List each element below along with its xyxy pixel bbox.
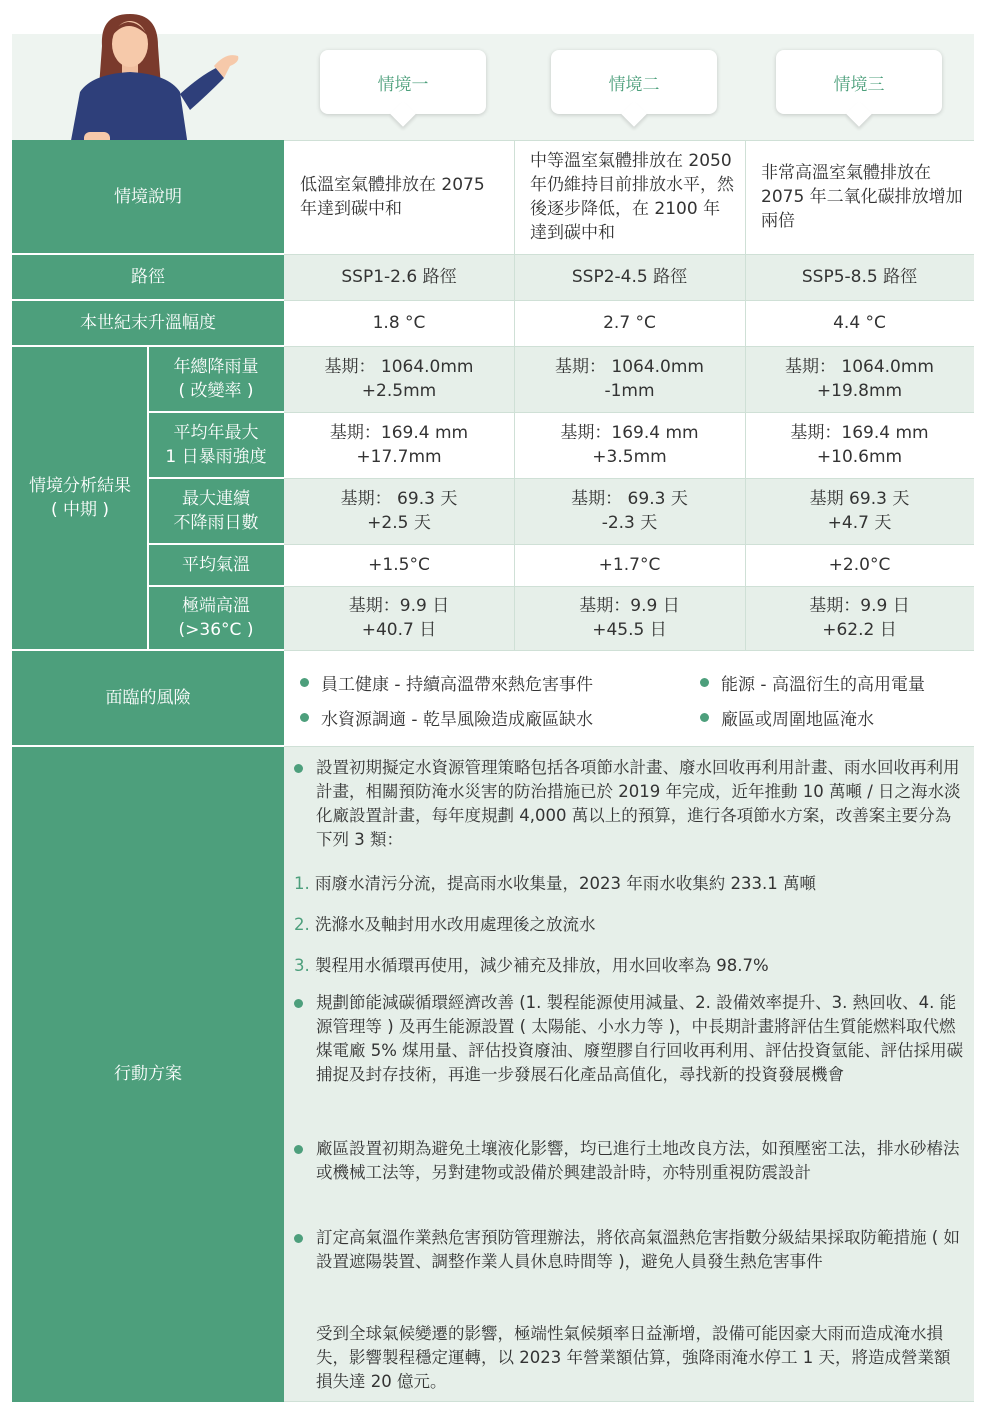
- analysis-cell: 基期：169.4 mm +10.6mm: [745, 412, 974, 478]
- risk-item: 水資源調適 - 乾旱風險造成廠區缺水: [300, 705, 593, 730]
- analysis-cell: 基期：169.4 mm +3.5mm: [514, 412, 745, 478]
- scenario-1-title: 情境一: [377, 74, 429, 95]
- row-header-risks: 面臨的風險: [12, 650, 284, 746]
- bullet-icon: [294, 1234, 303, 1243]
- warming-cell: 2.7 °C: [514, 300, 745, 346]
- bullet-icon: [294, 1145, 303, 1154]
- action-item: 訂定高氣溫作業熱危害預防管理辦法，將依高氣溫熱危害指數分級結果採取防範措施 ( 如設置遮陽裝置、調整作業人員休息時間等 )，避免人員發生熱危害事件: [294, 1226, 966, 1274]
- analysis-cell: 基期：169.4 mm +17.7mm: [284, 412, 514, 478]
- bullet-icon: [300, 713, 309, 722]
- analysis-label-extreme-heat: 極端高溫 (>36°C ): [148, 586, 284, 650]
- bullet-icon: [700, 713, 709, 722]
- scenario-2-title: 情境二: [608, 74, 660, 95]
- scenario-3-bubble: [776, 50, 942, 114]
- warming-cell: 4.4 °C: [745, 300, 974, 346]
- action-item: 設置初期擬定水資源管理策略包括各項節水計畫、廢水回收再利用計畫、雨水回收再利用計畫，相關預防淹水災害的防治措施已於 2019 年完成，近年推動 10 萬噸 / 日之海水淡化廠設置計畫，每年度規劃 4,000 萬以上的預算，進行各項節水方案，改善案主要分為下列 3 類：: [294, 756, 966, 852]
- risk-item: 廠區或周圍地區淹水: [700, 705, 874, 730]
- analysis-cell: 基期： 69.3 天 +2.5 天: [284, 478, 514, 544]
- row-header-actions: 行動方案: [12, 746, 284, 1402]
- warming-cell: 1.8 °C: [284, 300, 514, 346]
- pathway-cell: SSP1-2.6 路徑: [284, 254, 514, 300]
- analysis-cell: +2.0°C: [745, 544, 974, 586]
- action-item: 規劃節能減碳循環經濟改善 (1. 製程能源使用減量、2. 設備效率提升、3. 熱回收、4. 能源管理等 ) 及再生能源設置 ( 太陽能、小水力等 )，中長期計畫將評估生質能燃料取代燃煤電廠 5% 煤用量、評估投資廢油、廢塑膠自行回收再利用、評估投資氫能、評估採用碳捕捉及封存技術，再進一步發展石化產品高值化，尋找新的投資發展機會: [294, 991, 966, 1087]
- description-cell: 低溫室氣體排放在 2075 年達到碳中和: [284, 140, 514, 254]
- actions-note: 受到全球氣候變遷的影響，極端性氣候頻率日益漸增，設備可能因豪大雨而造成淹水損失，影響製程穩定運轉，以 2023 年營業額估算，強降雨淹水停工 1 天，將造成營業額損失達 20 億元。: [316, 1324, 951, 1391]
- bullet-icon: [700, 678, 709, 687]
- pathway-cell: SSP2-4.5 路徑: [514, 254, 745, 300]
- action-item: 廠區設置初期為避免土壤液化影響，均已進行土地改良方法，如預壓密工法，排水砂樁法或機械工法等，另對建物或設備於興建設計時，亦特別重視防震設計: [294, 1137, 966, 1185]
- analysis-cell: 基期：9.9 日 +62.2 日: [745, 586, 974, 650]
- row-header-analysis: 情境分析結果 ( 中期 ): [12, 346, 148, 650]
- bullet-icon: [294, 764, 303, 773]
- numbered-item: 2. 洗滌水及軸封用水改用處理後之放流水: [294, 915, 596, 934]
- analysis-label-avg-temp: 平均氣溫: [148, 544, 284, 586]
- analysis-cell: 基期： 69.3 天 -2.3 天: [514, 478, 745, 544]
- bullet-icon: [294, 999, 303, 1008]
- risks-panel: [284, 650, 974, 746]
- analysis-cell: 基期： 1064.0mm +19.8mm: [745, 346, 974, 412]
- analysis-cell: 基期： 1064.0mm -1mm: [514, 346, 745, 412]
- analysis-label-dry-days: 最大連續 不降雨日數: [148, 478, 284, 544]
- scenario-1-bubble: [320, 50, 486, 114]
- analysis-label-rainfall: 年總降雨量 ( 改變率 ): [148, 346, 284, 412]
- row-header-pathway: 路徑: [12, 254, 284, 300]
- analysis-label-storm: 平均年最大 1 日暴雨強度: [148, 412, 284, 478]
- analysis-cell: +1.7°C: [514, 544, 745, 586]
- presenter-illustration: [40, 6, 250, 146]
- numbered-item: 1. 雨廢水清污分流，提高雨水收集量，2023 年雨水收集約 233.1 萬噸: [294, 874, 816, 893]
- pathway-cell: SSP5-8.5 路徑: [745, 254, 974, 300]
- risk-item: 能源 - 高溫衍生的高用電量: [700, 670, 925, 695]
- analysis-cell: +1.5°C: [284, 544, 514, 586]
- description-cell: 非常高溫室氣體排放在 2075 年二氧化碳排放增加兩倍: [745, 140, 974, 254]
- row-header-description: 情境說明: [12, 140, 284, 254]
- analysis-cell: 基期 69.3 天 +4.7 天: [745, 478, 974, 544]
- row-header-warming: 本世紀末升溫幅度: [12, 300, 284, 346]
- analysis-cell: 基期：9.9 日 +40.7 日: [284, 586, 514, 650]
- numbered-item: 3. 製程用水循環再使用，減少補充及排放，用水回收率為 98.7%: [294, 956, 769, 975]
- analysis-cell: 基期： 1064.0mm +2.5mm: [284, 346, 514, 412]
- bullet-icon: [300, 678, 309, 687]
- scenario-3-title: 情境三: [833, 74, 885, 95]
- risk-item: 員工健康 - 持續高溫帶來熱危害事件: [300, 670, 593, 695]
- analysis-cell: 基期：9.9 日 +45.5 日: [514, 586, 745, 650]
- description-cell: 中等溫室氣體排放在 2050 年仍維持目前排放水平，然後逐步降低，在 2100 年達到碳中和: [514, 140, 745, 254]
- scenario-2-bubble: [551, 50, 717, 114]
